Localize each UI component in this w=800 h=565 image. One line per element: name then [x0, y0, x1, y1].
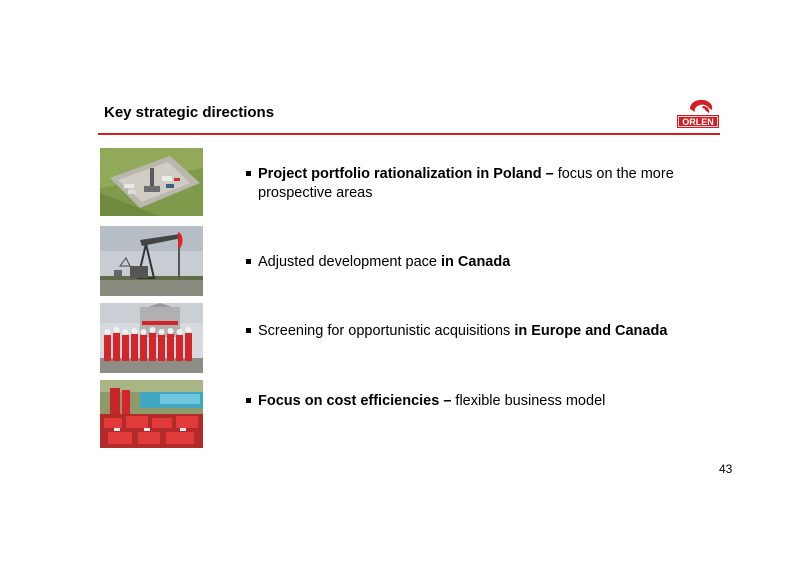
bullet-square-icon	[246, 171, 251, 176]
title-rule	[98, 133, 720, 135]
bullet-text: focus on the more prospective areas	[258, 166, 674, 201]
bullet-square-icon	[246, 398, 251, 403]
bullet-text: flexible business model	[451, 393, 606, 409]
crew-photo	[100, 303, 203, 373]
page-number: 43	[719, 462, 733, 476]
drilling-site-aerial-photo	[100, 148, 203, 216]
bullet-bold-text: in Europe and Canada	[514, 323, 668, 339]
bullet-bold-text: Focus on cost efficiencies –	[258, 393, 452, 409]
bullet-item	[246, 253, 716, 272]
pumpjack-photo	[100, 226, 203, 296]
logo-text: ORLEN	[682, 117, 714, 127]
bullet-bold-text: in Canada	[441, 254, 511, 270]
bullet-text: Adjusted development pace	[258, 254, 441, 270]
page-title: Key strategic directions	[104, 104, 275, 121]
bullet-square-icon	[246, 259, 251, 264]
bullet-square-icon	[246, 328, 251, 333]
bullet-item	[246, 392, 716, 411]
bullet-bold-text: Project portfolio rationalization in Poland –	[258, 166, 554, 182]
bullet-text: Screening for opportunistic acquisitions	[258, 323, 515, 339]
bullet-item	[246, 322, 716, 341]
orlen-logo	[676, 97, 720, 129]
fracking-equipment-photo	[100, 380, 203, 448]
bullet-item	[246, 165, 716, 203]
